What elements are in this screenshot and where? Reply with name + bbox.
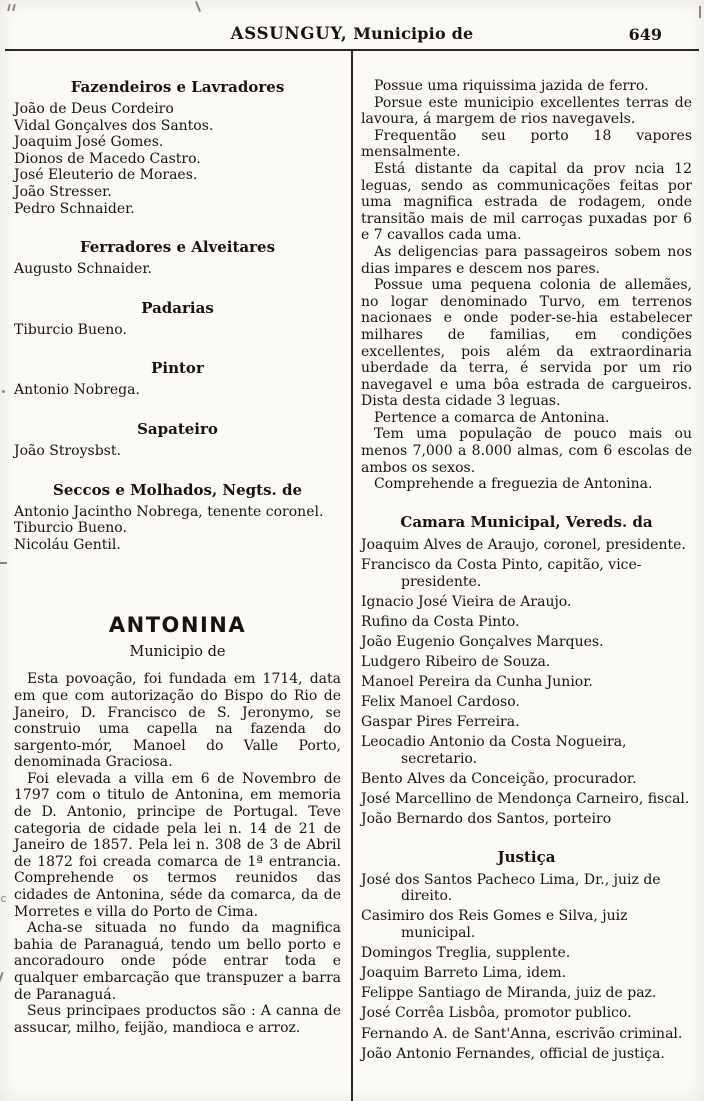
section-fazendeiros — [14, 78, 341, 217]
antonina-subtitle: Municipio de — [129, 644, 226, 661]
paragraph: Tem uma população de pouco mais ou menos 7,000 a 8.000 almas, com 6 escolas de ambos os sexos. — [361, 426, 692, 476]
name-list — [14, 101, 341, 217]
name-list — [14, 382, 341, 399]
section-heading: Fazendeiros e Lavradores — [70, 78, 285, 96]
roster-entry: Domingos Treglia, supplente. — [361, 945, 571, 962]
paragraph: As deligencias para passageiros sobem nos dias impares e descem nos pares. — [361, 243, 692, 277]
directory-entry: João de Deus Cordeiro — [14, 101, 174, 117]
directory-entry: Pedro Schnaider. — [14, 200, 135, 217]
camara-roster — [361, 537, 692, 828]
roster-entry: José Corrêa Lisbôa, promotor publico. — [361, 1005, 632, 1022]
directory-entry: Tiburcio Bueno. — [14, 520, 127, 537]
assunguy-description — [361, 78, 692, 493]
directory-entry: João Stroysbst. — [14, 442, 121, 459]
scan-artifact — [699, 6, 701, 18]
name-list — [14, 504, 341, 554]
roster-entry: Rufino da Costa Pinto. — [361, 613, 520, 630]
section-justica — [361, 848, 692, 1062]
paragraph: Está distante da capital da prov ncia 12 leguas, sendo as communicações feitas por uma magnifica estrada de rodagem, onde transitão mais de mil carroças puxadas por 6 e 7 cavallos cada uma. — [361, 160, 692, 244]
roster-entry: Joaquim Alves de Araujo, coronel, presidente. — [361, 536, 686, 553]
roster-entry: Felippe Santiago de Miranda, juiz de paz. — [361, 985, 657, 1002]
name-list — [14, 322, 341, 339]
section-seccos-molhados — [14, 481, 341, 554]
two-column-body — [0, 51, 704, 1101]
section-heading: Ferradores e Alveitares — [79, 238, 276, 257]
directory-entry: Joaquim José Gomes. — [14, 134, 164, 151]
paragraph: Foi elevada a villa em 6 de Novembro de 1797 com o titulo de Antonina, em memoria de D. Antonio, principe de Portugal. Teve categoria de cidade pela lei n. 14 de 21 de Janeiro de 1857. Pela lei n. 308 de 3 de Abril de 1872 foi creada comarca de 1ª entrancia. Comprehende os termos reunidos das cidades de Antonina, séde da comarca, da de Morretes e villa do Porto de Cima. — [14, 770, 341, 920]
section-ferradores — [14, 238, 341, 278]
scan-artifact — [7, 4, 11, 11]
roster-entry: João Eugenio Gonçalves Marques. — [361, 633, 604, 650]
section-heading: Camara Municipal, Vereds. da — [400, 512, 653, 531]
section-heading: Pintor — [151, 359, 204, 378]
roster-entry: Francisco da Costa Pinto, capitão, vice-presidente. — [361, 556, 642, 590]
section-heading: Seccos e Molhados, Negts. de — [53, 480, 302, 499]
directory-entry: Tiburcio Bueno. — [14, 321, 127, 338]
roster-entry: José Marcellino de Mendonça Carneiro, fiscal. — [361, 791, 690, 808]
paragraph: Acha-se situada no fundo da magnifica bahia de Paranaguá, tendo um bello porto e ancoradouro onde póde entrar toda e qualquer embarcação que transpuzer a barra de Paranaguá. — [14, 920, 341, 1003]
roster-entry: José dos Santos Pacheco Lima, Dr., juiz de direito. — [361, 871, 661, 905]
paragraph: Seus principaes productos são : A canna de assucar, milho, feijão, mandioca e arroz. — [14, 1003, 341, 1036]
section-pintor — [14, 359, 341, 399]
directory-entry: Nicoláu Gentil. — [14, 536, 121, 553]
roster-entry: João Bernardo dos Santos, porteiro — [361, 811, 612, 828]
antonina-title: ANTONINA — [108, 613, 247, 638]
roster-entry: Gaspar Pires Ferreira. — [361, 714, 520, 731]
paragraph: Porsue este municipio excellentes terras de lavoura, á margem de rios navegavels. — [361, 94, 692, 128]
paragraph: Possue uma riquissima jazida de ferro. — [374, 78, 649, 94]
directory-entry: José Eleuterio de Moraes. — [14, 167, 198, 184]
section-heading: Justiça — [497, 847, 556, 866]
justica-roster — [361, 872, 692, 1062]
antonina-header — [14, 613, 341, 660]
roster-entry: Felix Manoel Cardoso. — [361, 694, 520, 711]
roster-entry: Ludgero Ribeiro de Souza. — [361, 653, 551, 670]
paragraph: Possue uma pequena colonia de allemães, no logar denominado Turvo, em terrenos nacionaes e onde poder-se-hia estabelecer milhares de familias, em condições excellentes, pois além da extraordinaria uberdade da terra, é servida por um rio navegavel e uma bôa estrada de cargueiros. Dista desta cidade 3 leguas. — [361, 277, 692, 410]
roster-entry: Leocadio Antonio da Costa Nogueira, secretario. — [361, 734, 627, 767]
roster-entry: Bento Alves da Conceição, procurador. — [361, 770, 637, 787]
right-column — [353, 51, 704, 1101]
paragraph: Frequentão seu porto 18 vapores mensalmente. — [361, 127, 692, 161]
antonina-description — [14, 671, 341, 1036]
directory-entry: Dionos de Macedo Castro. — [14, 150, 201, 167]
page-header — [0, 24, 704, 48]
left-column — [0, 51, 351, 1101]
roster-entry: Joaquim Barreto Lima, idem. — [361, 965, 567, 982]
section-heading: Sapateiro — [137, 419, 218, 438]
section-padarias — [14, 299, 341, 339]
section-camara-municipal — [361, 513, 692, 828]
roster-entry: Manoel Pereira da Cunha Junior. — [361, 674, 593, 690]
paragraph: Esta povoação, foi fundada em 1714, data em que com autorização do Bispo do Rio de Janeiro, D. Francisco de S. Jeronymo, se construio uma capella na fazenda do sargento-mór, Manoel do Valle Porto, denominada Graciosa. — [14, 671, 341, 771]
municipality-suffix: Municipio de — [347, 24, 474, 43]
municipality-name: ASSUNGUY, — [230, 24, 348, 43]
directory-entry: Vidal Gonçalves dos Santos. — [14, 117, 214, 134]
scan-artifact — [195, 1, 201, 12]
directory-entry: João Stresser. — [14, 183, 112, 200]
directory-entry: Augusto Schnaider. — [14, 261, 152, 278]
running-title — [0, 24, 704, 43]
roster-entry: Ignacio José Vieira de Araujo. — [361, 593, 572, 610]
scan-artifact — [12, 4, 16, 11]
paragraph: Pertence a comarca de Antonina. — [374, 409, 610, 426]
directory-entry: Antonio Jacintho Nobrega, tenente coronel. — [14, 503, 324, 520]
section-heading: Padarias — [141, 298, 214, 317]
roster-entry: Fernando A. de Sant'Anna, escrivão criminal. — [361, 1025, 683, 1042]
page-number: 649 — [628, 25, 662, 44]
name-list — [14, 443, 341, 460]
roster-entry: João Antonio Fernandes, official de justiça. — [361, 1045, 665, 1062]
directory-entry: Antonio Nobrega. — [14, 382, 140, 399]
roster-entry: Casimiro dos Reis Gomes e Silva, juiz municipal. — [361, 908, 628, 942]
section-sapateiro — [14, 420, 341, 460]
name-list — [14, 261, 341, 278]
paragraph: Comprehende a freguezia de Antonina. — [374, 476, 653, 493]
